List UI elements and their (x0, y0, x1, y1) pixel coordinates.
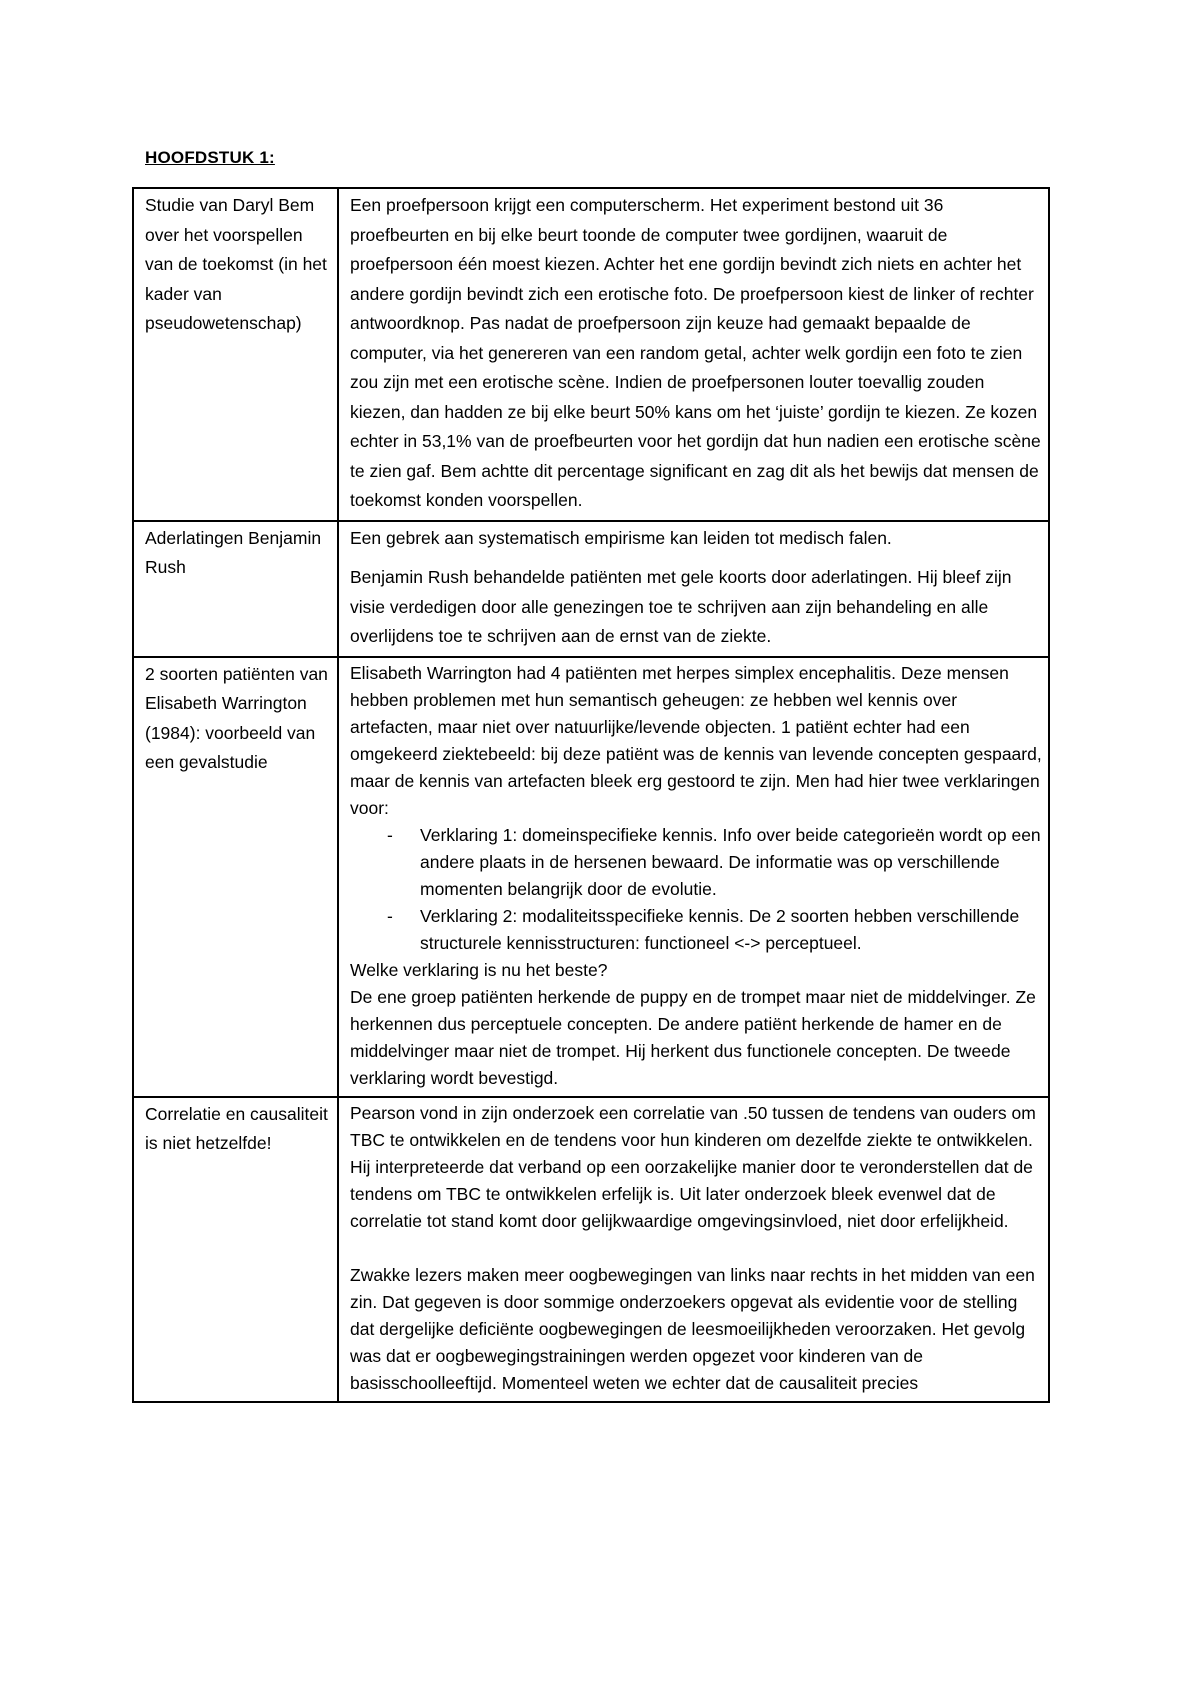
topic-cell: Aderlatingen Benjamin Rush (133, 521, 338, 657)
topic-cell: Studie van Daryl Bem over het voorspellen van de toekomst (in het kader van pseudowetenschap) (133, 188, 338, 521)
notes-table (132, 187, 1050, 1403)
paragraph: Zwakke lezers maken meer oogbewegingen van links naar rechts in het midden van een zin. Dat gegeven is door sommige onderzoekers opgevat als evidentie voor de stelling dat dergelijke deficiënte oogbewegingen de leesmoeilijkheden veroorzaken. Het gevolg was dat er oogbewegingstrainingen werden opgezet voor kinderen van de basisschoolleeftijd. Momenteel weten we echter dat de causaliteit precies (350, 1264, 1035, 1393)
table-row (133, 521, 1049, 657)
list-item: - Verklaring 2: modaliteitsspecifieke kennis. De 2 soorten hebben verschillende structurele kennisstructuren: functioneel <-> perceptueel. (420, 903, 1042, 957)
paragraph: Pearson vond in zijn onderzoek een correlatie van .50 tussen de tendens van ouders om TBC te ontwikkelen en de tendens voor hun kinderen om dezelfde ziekte te ontwikkelen. Hij interpreteerde dat verband op een oorzakelijke manier door te veronderstellen dat de tendens om TBC te ontwikkelen erfelijk is. Uit later onderzoek bleek evenwel dat de correlatie tot stand komt door gelijkwaardige omgevingsinvloed, niet door erfelijkheid. (350, 1102, 1036, 1231)
chapter-heading: HOOFDSTUK 1: (145, 148, 275, 167)
content-cell (338, 188, 1049, 521)
table-row (133, 188, 1049, 521)
topic-cell: Correlatie en causaliteit is niet hetzelfde! (133, 1097, 338, 1402)
content-cell (338, 1097, 1049, 1402)
paragraph: Een proefpersoon krijgt een computerscherm. Het experiment bestond uit 36 proefbeurten en bij elke beurt toonde de computer twee gordijnen, waaruit de proefpersoon één moest kiezen. Achter het ene gordijn bevindt zich niets en achter het andere gordijn bevindt zich een erotische foto. De proefpersoon kiest de linker of rechter antwoordknop. Pas nadat de proefpersoon zijn keuze had gemaakt bepaalde de computer, via het genereren van een random getal, achter welk gordijn een foto te zien zou zijn met een erotische scène. Indien de proefpersonen louter toevallig zouden kiezen, dan hadden ze bij elke beurt 50% kans om het ‘juiste’ gordijn te kiezen. Ze kozen echter in 53,1% van de proefbeurten voor het gordijn dat hun nadien een erotische scène te zien gaf. Bem achtte dit percentage significant en zag dit als het bewijs dat mensen de toekomst konden voorspellen. (350, 195, 1041, 510)
paragraph: De ene groep patiënten herkende de puppy en de trompet maar niet de middelvinger. Ze herkennen dus perceptuele concepten. De andere patiënt herkende de hamer en de middelvinger maar niet de trompet. Hij herkent dus functionele concepten. De tweede verklaring wordt bevestigd. (350, 986, 1036, 1088)
table-row (133, 1097, 1049, 1402)
table-row (133, 657, 1049, 1097)
explanation-list (350, 822, 1042, 957)
topic-cell: 2 soorten patiënten van Elisabeth Warrington (1984): voorbeeld van een gevalstudie (133, 657, 338, 1097)
spacer (350, 1235, 1042, 1262)
paragraph: Een gebrek aan systematisch empirisme kan leiden tot medisch falen. (350, 527, 892, 548)
question-text: Welke verklaring is nu het beste? (350, 959, 608, 980)
content-cell (338, 521, 1049, 657)
paragraph: Elisabeth Warrington had 4 patiënten met herpes simplex encephalitis. Deze mensen hebben problemen met hun semantisch geheugen: ze hebben wel kennis over artefacten, maar niet over natuurlijke/levende objecten. 1 patiënt echter had een omgekeerd ziektebeeld: bij deze patiënt was de kennis van levende concepten gespaard, maar de kennis van artefacten bleek erg gestoord te zijn. Men had hier twee verklaringen voor: (350, 662, 1042, 818)
list-item: - Verklaring 1: domeinspecifieke kennis. Info over beide categorieën wordt op een andere plaats in de hersenen bewaard. De informatie was op verschillende momenten belangrijk door de evolutie. (420, 822, 1042, 903)
content-cell (338, 657, 1049, 1097)
paragraph: Benjamin Rush behandelde patiënten met gele koorts door aderlatingen. Hij bleef zijn visie verdedigen door alle genezingen toe te schrijven aan zijn behandeling en alle overlijdens toe te schrijven aan de ernst van de ziekte. (350, 567, 1012, 646)
